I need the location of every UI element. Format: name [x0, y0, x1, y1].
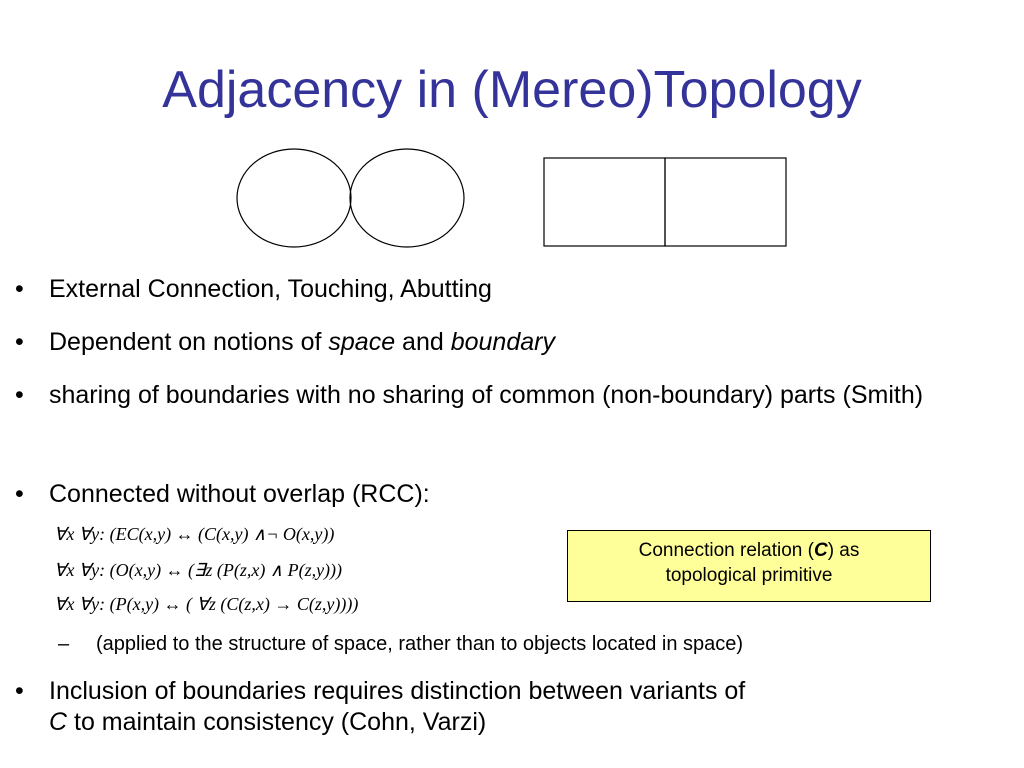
slide-title: Adjacency in (Mereo)Topology	[162, 61, 862, 119]
callout-line1	[568, 539, 930, 564]
left-circle	[237, 149, 351, 247]
left-square	[544, 158, 665, 246]
bullet-marker: •	[15, 275, 24, 303]
emphasis-space: space	[328, 328, 396, 356]
bullet-marker: •	[15, 677, 24, 705]
formula-overlap: ∀x ∀y: (O(x,y) ↔ (∃z (P(z,x) ∧ P(z,y)))	[54, 560, 343, 580]
callout-symbol: C	[813, 540, 828, 561]
text-line: Inclusion of boundaries requires distinction between variants of	[49, 677, 746, 705]
callout-text: ) as	[827, 540, 860, 561]
callout-line2: topological primitive	[665, 564, 833, 586]
bullet-marker: •	[15, 381, 24, 409]
emphasis-boundary: boundary	[450, 328, 555, 356]
bullet-text: sharing of boundaries with no sharing of common (non-boundary) parts (Smith)	[49, 381, 924, 409]
formula-part: ∀x ∀y: (P(x,y) ↔ ( ∀z (C(z,x) → C(z,y))))	[54, 594, 359, 614]
right-circle	[350, 149, 464, 247]
text-segment: and	[395, 328, 451, 356]
bullet-text: External Connection, Touching, Abutting	[49, 275, 492, 303]
bullet-marker: •	[15, 480, 24, 508]
text-segment: Dependent on notions of	[49, 328, 329, 356]
callout-text: Connection relation (	[638, 540, 814, 561]
sub-bullet-text: (applied to the structure of space, rather than to objects located in space)	[96, 633, 744, 655]
bullet-text: Connected without overlap (RCC):	[49, 480, 430, 508]
bullet-text	[49, 676, 745, 739]
bullet-marker: •	[15, 328, 24, 356]
emphasis-c: C	[49, 708, 68, 737]
callout-box	[567, 530, 931, 602]
bullet-text	[49, 327, 555, 358]
sub-bullet-marker: –	[58, 633, 70, 655]
right-square	[665, 158, 786, 246]
text-segment: to maintain consistency (Cohn, Varzi)	[67, 708, 487, 737]
formula-ec: ∀x ∀y: (EC(x,y) ↔ (C(x,y) ∧¬ O(x,y))	[54, 524, 335, 544]
